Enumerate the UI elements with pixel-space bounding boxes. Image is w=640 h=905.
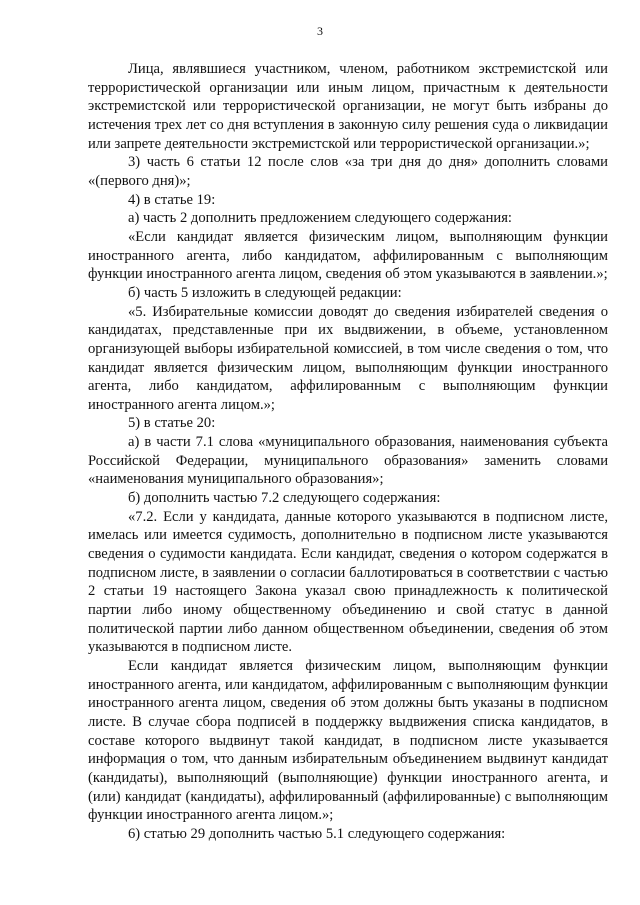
paragraph-item-4a-quote: «Если кандидат является физическим лицом, выполняющим функции иностранного агента, либо кандидатом, аффилированным с выполняющим функции иностранного агента лицом, сведения об этом указываются в заявлении.»;: [88, 228, 608, 283]
paragraph-item-5: 5) в статье 20:: [128, 415, 216, 432]
paragraph-item-4: 4) в статье 19:: [128, 191, 216, 208]
page-number: 3: [317, 24, 323, 38]
paragraph-item-5a: а) в части 7.1 слова «муниципального образования, наименования субъекта Российской Федерации, муниципального образования» заменить словами «наименования муниципального образования»;: [88, 434, 608, 488]
paragraph-part-7-2: «7.2. Если у кандидата, данные которого указываются в подписном листе, имелась или имеется судимость, дополнительно в подписном листе указываются сведения о судимости кандидата. Если кандидат, сведения о котором содержатся в подписном листе, в заявлении о согласии баллотироваться в соответствии с частью 2 статьи 19 настоящего Закона указал свою принадлежность к политической партии либо иному общественному объединению и свой статус в данной политической партии либо данном общественном объединении, сведения об этом указываются в подписном листе.: [88, 508, 608, 656]
paragraph-item-4b: б) часть 5 изложить в следующей редакции:: [128, 284, 402, 301]
paragraph-item-6: 6) статью 29 дополнить частью 5.1 следующего содержания:: [128, 825, 506, 842]
paragraph-item-4a: а) часть 2 дополнить предложением следующего содержания:: [128, 210, 512, 227]
paragraph-item-5b: б) дополнить частью 7.2 следующего содержания:: [128, 490, 441, 507]
document-body: [88, 60, 608, 844]
paragraph-foreign-agent-restriction-end: Лица, являвшиеся участником, членом, работником экстремистской или террористической организации или иным лицом, причастным к деятельности экстремистской или террористической организации, не могут быть избраны до истечения трех лет со дня вступления в законную силу решения суда о ликвидации или запрете деятельности экстремистской или террористической организации.»;: [88, 61, 608, 152]
paragraph-item-4b-quote: «5. Избирательные комиссии доводят до сведения избирателей сведения о кандидатах, представленные при их выдвижении, в объеме, установленном организующей выборы избирательной комиссией, в том числе сведения о том, что кандидат является физическим лицом, выполняющим функции иностранного агента, либо кандидатом, аффилированным с выполняющим функции иностранного агента лицом.»;: [88, 303, 608, 413]
paragraph-item-3: 3) часть 6 статьи 12 после слов «за три дня до дня» дополнить словами «(первого дня)»;: [88, 154, 608, 189]
paragraph-part-7-2-continued: Если кандидат является физическим лицом, выполняющим функции иностранного агента, или кандидатом, аффилированным с выполняющим функции иностранного агента лицом, сведения об этом должны быть указаны в подписном листе. В случае сбора подписей в поддержку выдвижения списка кандидатов, в составе которого выдвинут такой кандидат, в подписном листе указывается информация о том, что данным избирательным объединением выдвинут кандидат (кандидаты), выполняющий (выполняющие) функции иностранного агента, и (или) кандидат (кандидаты), аффилированный (аффилированные) с выполняющим функции иностранного агента лицом.»;: [88, 658, 608, 824]
